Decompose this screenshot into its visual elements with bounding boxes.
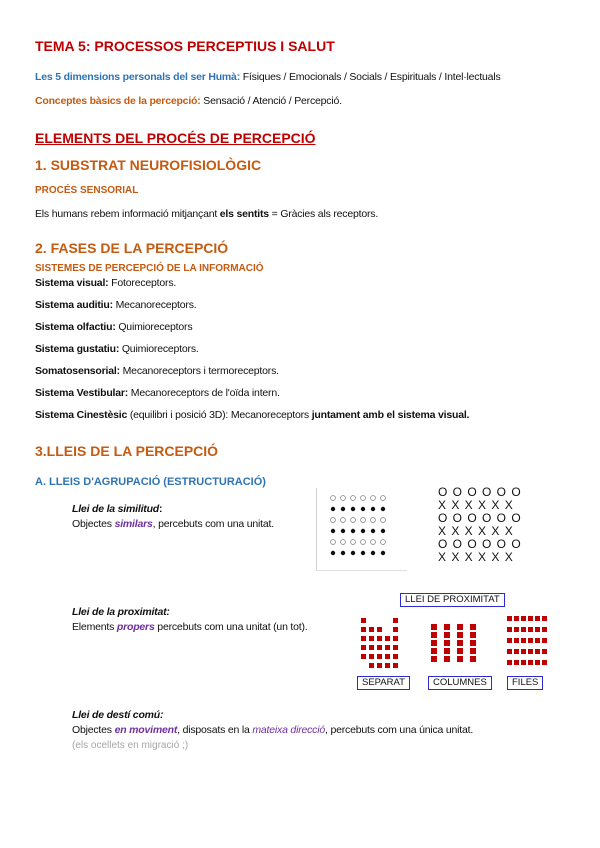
system-desc: Mecanoreceptors. xyxy=(112,299,197,311)
files-square xyxy=(528,660,533,665)
separat-square xyxy=(369,645,374,650)
system-desc: (equilibri i posició 3D): Mecanoreceptors xyxy=(127,409,312,421)
system-desc: Fotoreceptors. xyxy=(108,277,177,289)
separat-square xyxy=(369,627,374,632)
system-vestibular xyxy=(35,387,280,399)
filled-dot xyxy=(341,529,345,533)
system-visual xyxy=(35,277,176,289)
separat-square xyxy=(393,663,398,668)
system-olfactiu xyxy=(35,321,192,333)
columnes-square xyxy=(431,648,437,654)
law-title-colon: : xyxy=(159,503,163,515)
columnes-square xyxy=(444,648,450,654)
section1-heading: 1. SUBSTRAT NEUROFISIOLÒGIC xyxy=(35,157,262,173)
system-desc: Quimioreceptors xyxy=(115,321,193,333)
law-text-emph: mateixa direcció xyxy=(252,724,326,736)
separat-square xyxy=(393,645,398,650)
columnes-square xyxy=(470,656,476,662)
hollow-dot xyxy=(371,540,376,545)
columnes-square xyxy=(470,640,476,646)
law-text-pre: Objectes xyxy=(72,724,115,736)
hollow-dot xyxy=(361,518,366,523)
columnes-square xyxy=(444,624,450,630)
separat-square xyxy=(361,654,366,659)
filled-dot xyxy=(381,551,385,555)
separat-square xyxy=(393,636,398,641)
senses-text-c: = Gràcies als receptors. xyxy=(268,208,379,220)
files-square xyxy=(514,627,519,632)
system-desc: Mecanoreceptors de l'oïda intern. xyxy=(128,387,280,399)
hollow-dot xyxy=(331,496,336,501)
proximity-squares-svg xyxy=(355,610,555,680)
columnes-square xyxy=(444,640,450,646)
ox-circle-row: O O O O O O xyxy=(438,485,522,499)
concepts-label: Conceptes bàsics de la percepció: xyxy=(35,95,201,107)
system-name: Sistema Cinestèsic xyxy=(35,409,128,421)
files-square xyxy=(528,649,533,654)
ox-circle-row: O O O O O O xyxy=(438,537,522,551)
columnes-square xyxy=(457,648,463,654)
separat-square xyxy=(393,618,398,623)
files-square xyxy=(528,638,533,643)
filled-dot xyxy=(331,551,335,555)
separat-square xyxy=(377,636,382,641)
filled-dot xyxy=(381,529,385,533)
files-square xyxy=(542,627,547,632)
senses-text-b: els sentits xyxy=(219,208,269,220)
files-square xyxy=(542,638,547,643)
system-cinestesic xyxy=(35,409,469,421)
ox-cross-row: X X X X X X xyxy=(438,498,514,512)
files-square xyxy=(507,638,512,643)
similarity-ox-figure xyxy=(438,485,522,568)
columnes-square xyxy=(444,656,450,662)
files-square xyxy=(542,660,547,665)
section1-text xyxy=(35,208,378,220)
hollow-dot xyxy=(351,518,356,523)
system-name: Sistema auditiu: xyxy=(35,299,113,311)
law-desti-text xyxy=(72,724,473,736)
law-title-text: Llei de la similitud xyxy=(72,503,160,515)
filled-dot xyxy=(361,507,365,511)
section1-sub: PROCÉS SENSORIAL xyxy=(35,185,139,196)
section3-heading: 3.LLEIS DE LA PERCEPCIÓ xyxy=(35,443,219,459)
columnes-square xyxy=(470,632,476,638)
system-name: Sistema visual: xyxy=(35,277,109,289)
section2-heading: 2. FASES DE LA PERCEPCIÓ xyxy=(35,240,229,256)
files-square xyxy=(535,638,540,643)
files-square xyxy=(514,638,519,643)
filled-dot xyxy=(361,529,365,533)
separat-square xyxy=(377,663,382,668)
elements-heading: ELEMENTS DEL PROCÉS DE PERCEPCIÓ xyxy=(35,130,316,146)
filled-dot xyxy=(371,507,375,511)
hollow-dot xyxy=(381,518,386,523)
columnes-square xyxy=(470,624,476,630)
files-square xyxy=(535,616,540,621)
proximity-label-files: FILES xyxy=(507,676,543,690)
proximity-figure-title: LLEI DE PROXIMITAT xyxy=(400,593,505,607)
separat-square xyxy=(369,663,374,668)
law-text-post: , percebuts com una única unitat. xyxy=(325,724,474,736)
system-name: Sistema gustatiu: xyxy=(35,343,120,355)
columnes-square xyxy=(470,648,476,654)
section3-sub: A. LLEIS D'AGRUPACIÓ (ESTRUCTURACIÓ) xyxy=(35,476,266,488)
proximity-label-columnes: COLUMNES xyxy=(428,676,492,690)
hollow-dot xyxy=(331,518,336,523)
separat-square xyxy=(369,636,374,641)
law-text-post: percebuts com una unitat (un tot). xyxy=(154,621,308,633)
separat-square xyxy=(361,645,366,650)
separat-square xyxy=(385,645,390,650)
separat-square xyxy=(369,654,374,659)
ox-cross-row: X X X X X X xyxy=(438,550,514,564)
hollow-dot xyxy=(381,496,386,501)
filled-dot xyxy=(351,507,355,511)
page-title: TEMA 5: PROCESSOS PERCEPTIUS I SALUT xyxy=(35,38,335,54)
ox-rows xyxy=(438,485,522,564)
files-square xyxy=(521,649,526,654)
system-name: Sistema Vestibular: xyxy=(35,387,129,399)
law-text-emph: en moviment xyxy=(114,724,178,736)
files-square xyxy=(507,649,512,654)
hollow-dot xyxy=(371,518,376,523)
separat-square xyxy=(393,627,398,632)
files-square xyxy=(514,649,519,654)
filled-dot xyxy=(331,507,335,511)
section2-sub: SISTEMES DE PERCEPCIÓ DE LA INFORMACIÓ xyxy=(35,263,264,274)
system-desc: Mecanoreceptors i termoreceptors. xyxy=(119,365,279,377)
separat-square xyxy=(377,645,382,650)
hollow-dot xyxy=(341,496,346,501)
proximity-label-separat: SEPARAT xyxy=(357,676,410,690)
separat-square xyxy=(385,663,390,668)
ox-cross-row: X X X X X X xyxy=(438,524,514,538)
law-similitud-text xyxy=(72,518,274,530)
hollow-dot xyxy=(351,540,356,545)
separat-square xyxy=(377,654,382,659)
files-square xyxy=(507,660,512,665)
hollow-dot xyxy=(341,540,346,545)
law-desti-title: Llei de destí comú: xyxy=(72,709,164,721)
files-square xyxy=(521,638,526,643)
law-text-emph: propers xyxy=(116,621,155,633)
law-proximitat-text xyxy=(72,621,308,633)
dimensions-line xyxy=(35,71,501,83)
hollow-dot xyxy=(341,518,346,523)
columnes-square xyxy=(431,640,437,646)
files-square xyxy=(514,616,519,621)
separat-square xyxy=(385,636,390,641)
separat-square xyxy=(361,636,366,641)
concepts-line xyxy=(35,95,342,107)
filled-dot xyxy=(341,507,345,511)
files-square xyxy=(521,660,526,665)
system-name: Somatosensorial: xyxy=(35,365,120,377)
dimensions-label: Les 5 dimensions personals del ser Humà: xyxy=(35,71,240,83)
proximity-squares-figure xyxy=(355,610,555,680)
files-square xyxy=(521,616,526,621)
filled-dot xyxy=(371,529,375,533)
hollow-dot xyxy=(371,496,376,501)
system-somatosensorial xyxy=(35,365,279,377)
columnes-square xyxy=(457,656,463,662)
columnes-square xyxy=(457,640,463,646)
files-square xyxy=(514,660,519,665)
separat-square xyxy=(361,618,366,623)
ox-circle-row: O O O O O O xyxy=(438,511,522,525)
filled-dot xyxy=(351,551,355,555)
system-name: Sistema olfactiu: xyxy=(35,321,116,333)
law-text-emph: similars xyxy=(114,518,153,530)
concepts-text: Sensació / Atenció / Percepció. xyxy=(203,95,342,107)
columnes-square xyxy=(457,624,463,630)
columnes-square xyxy=(431,624,437,630)
system-auditiu xyxy=(35,299,196,311)
columnes-square xyxy=(444,632,450,638)
system-gustatiu xyxy=(35,343,199,355)
similarity-dots-svg xyxy=(317,488,407,570)
files-square xyxy=(507,627,512,632)
law-text-mid: , disposats en la xyxy=(177,724,253,736)
similarity-dots-figure xyxy=(316,488,407,571)
columnes-square xyxy=(457,632,463,638)
law-similitud-title xyxy=(72,503,162,515)
hollow-dot xyxy=(331,540,336,545)
hollow-dot xyxy=(351,496,356,501)
filled-dot xyxy=(341,551,345,555)
hollow-dot xyxy=(361,496,366,501)
files-square xyxy=(528,627,533,632)
files-square xyxy=(507,616,512,621)
files-square xyxy=(535,649,540,654)
separat-square xyxy=(393,654,398,659)
separat-square xyxy=(385,654,390,659)
hollow-dot xyxy=(361,540,366,545)
hollow-dot xyxy=(381,540,386,545)
law-text-post: , percebuts com una unitat. xyxy=(152,518,274,530)
columnes-square xyxy=(431,632,437,638)
law-proximitat-title: Llei de la proximitat: xyxy=(72,606,170,618)
files-square xyxy=(521,627,526,632)
filled-dot xyxy=(331,529,335,533)
law-text-pre: Objectes xyxy=(72,518,115,530)
filled-dot xyxy=(351,529,355,533)
system-desc: Quimioreceptors. xyxy=(119,343,199,355)
system-desc-bold: juntament amb el sistema visual. xyxy=(311,409,470,421)
files-square xyxy=(542,649,547,654)
filled-dot xyxy=(361,551,365,555)
filled-dot xyxy=(371,551,375,555)
files-square xyxy=(528,616,533,621)
senses-text-a: Els humans rebem informació mitjançant xyxy=(35,208,220,220)
dimensions-text: Físiques / Emocionals / Socials / Espirituals / Intel·lectuals xyxy=(242,71,501,83)
separat-square xyxy=(361,627,366,632)
files-square xyxy=(542,616,547,621)
separat-square xyxy=(377,627,382,632)
columnes-square xyxy=(431,656,437,662)
files-square xyxy=(535,627,540,632)
filled-dot xyxy=(381,507,385,511)
files-square xyxy=(535,660,540,665)
law-text-pre: Elements xyxy=(72,621,117,633)
law-desti-note: (els ocellets en migració ;) xyxy=(72,740,189,751)
